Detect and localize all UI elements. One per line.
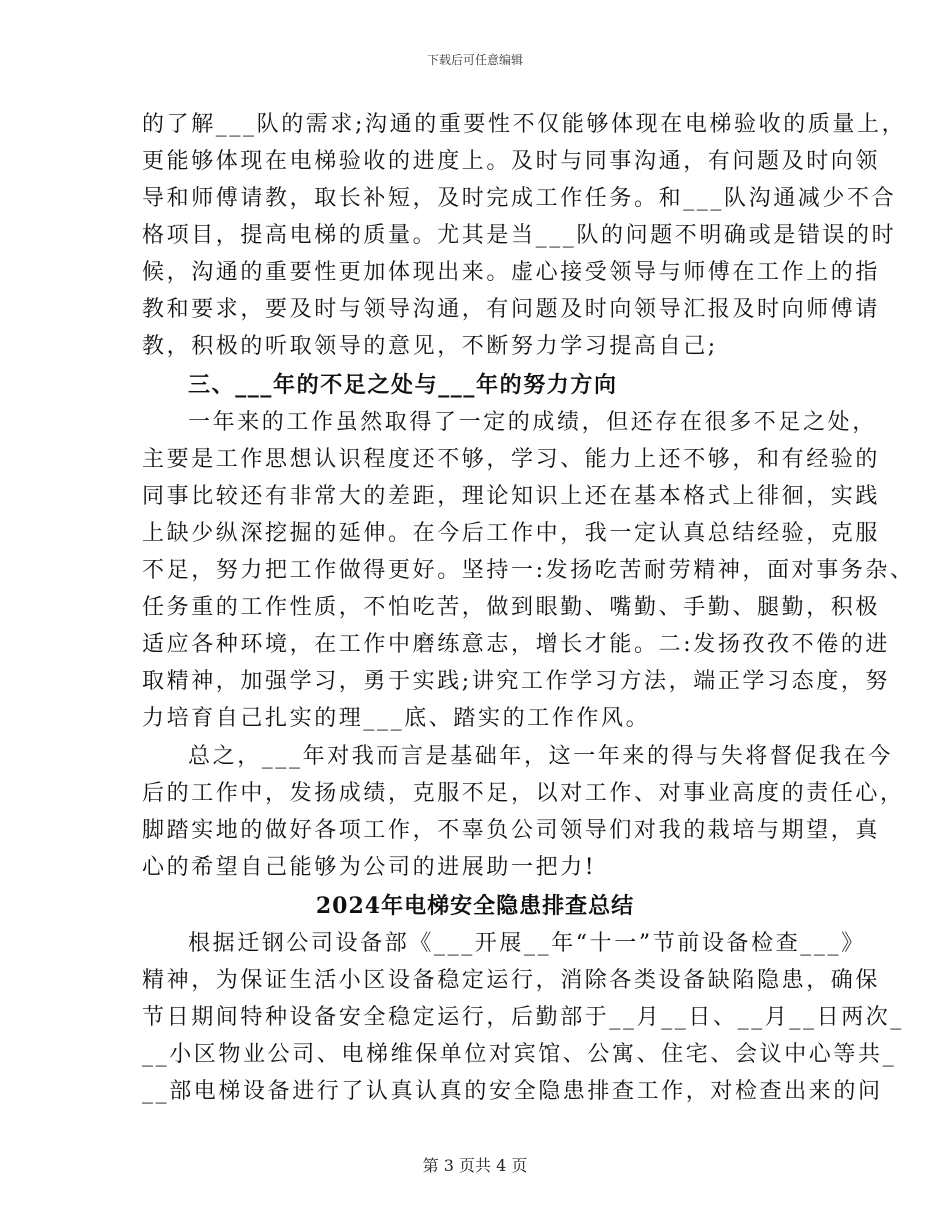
paragraph-line: 更能够体现在电梯验收的进度上。及时与同事沟通，有问题及时向领 [142, 149, 881, 174]
paragraph-line: 一年来的工作虽然取得了一定的成绩，但还存在很多不足之处， [188, 410, 877, 435]
paragraph-line: 任务重的工作性质，不怕吃苦，做到眼勤、嘴勤、手勤、腿勤，积极 [142, 595, 881, 620]
paragraph-line: __小区物业公司、电梯维保单位对宾馆、公寓、住宅、会议中心等共_ [142, 1042, 897, 1067]
paragraph-line: 力培育自己扎实的理___底、踏实的工作作风。 [142, 706, 651, 731]
paragraph-line: 节日期间特种设备安全稳定运行，后勤部于__月__日、__月__日两次_ [142, 1005, 905, 1030]
paragraph-line: 候，沟通的重要性更加体现出来。虚心接受领导与师傅在工作上的指 [142, 260, 881, 285]
page-header: 下载后可任意编辑 [426, 53, 523, 67]
paragraph-line: 教，积极的听取领导的意见，不断努力学习提高自己; [142, 334, 718, 359]
page-footer: 第 3 页共 4 页 [422, 1156, 528, 1175]
paragraph-line: 后的工作中，发扬成绩，克服不足，以对工作、对事业高度的责任心， [142, 781, 905, 806]
paragraph-line: 主要是工作思想认识程度还不够，学习、能力上还不够，和有经验的 [142, 447, 881, 472]
document-title: 2024年电梯安全隐患排查总结 [315, 893, 635, 919]
paragraph-line: 精神，为保证生活小区设备稳定运行，消除各类设备缺陷隐患，确保 [142, 968, 881, 993]
paragraph-line: 取精神，加强学习，勇于实践;讲究工作学习方法，端正学习态度，努 [142, 669, 891, 694]
paragraph-line: 适应各种环境，在工作中磨练意志，增长才能。二:发扬孜孜不倦的进 [142, 632, 891, 657]
paragraph-line: 总之，___年对我而言是基础年，这一年来的得与失将督促我在今 [188, 744, 894, 769]
paragraph-line: 导和师傅请教，取长补短，及时完成工作任务。和___队沟通减少不合 [142, 186, 897, 211]
paragraph-line: 同事比较还有非常大的差距，理论知识上还在基本格式上徘徊，实践 [142, 484, 881, 509]
paragraph-line: 格项目，提高电梯的质量。尤其是当___队的问题不明确或是错误的时 [142, 223, 897, 248]
paragraph-line: 的了解___队的需求;沟通的重要性不仅能够体现在电梯验收的质量上， [142, 112, 907, 137]
paragraph-line: 心的希望自己能够为公司的进展助一把力! [142, 855, 597, 880]
paragraph-line: 教和要求，要及时与领导沟通，有问题及时向领导汇报及时向师傅请 [142, 297, 881, 322]
section-heading: 三、___年的不足之处与___年的努力方向 [188, 372, 618, 398]
paragraph-line: 脚踏实地的做好各项工作，不辜负公司领导们对我的栽培与期望，真 [142, 818, 881, 843]
paragraph-line: 根据迁钢公司设备部《___开展__年“十一”节前设备检查___》 [188, 931, 866, 956]
paragraph-line: __部电梯设备进行了认真认真的安全隐患排查工作，对检查出来的问 [142, 1079, 883, 1104]
paragraph-line: 不足，努力把工作做得更好。坚持一:发扬吃苦耐劳精神，面对事务杂、 [142, 558, 915, 583]
paragraph-line: 上缺少纵深挖掘的延伸。在今后工作中，我一定认真总结经验，克服 [142, 521, 881, 546]
